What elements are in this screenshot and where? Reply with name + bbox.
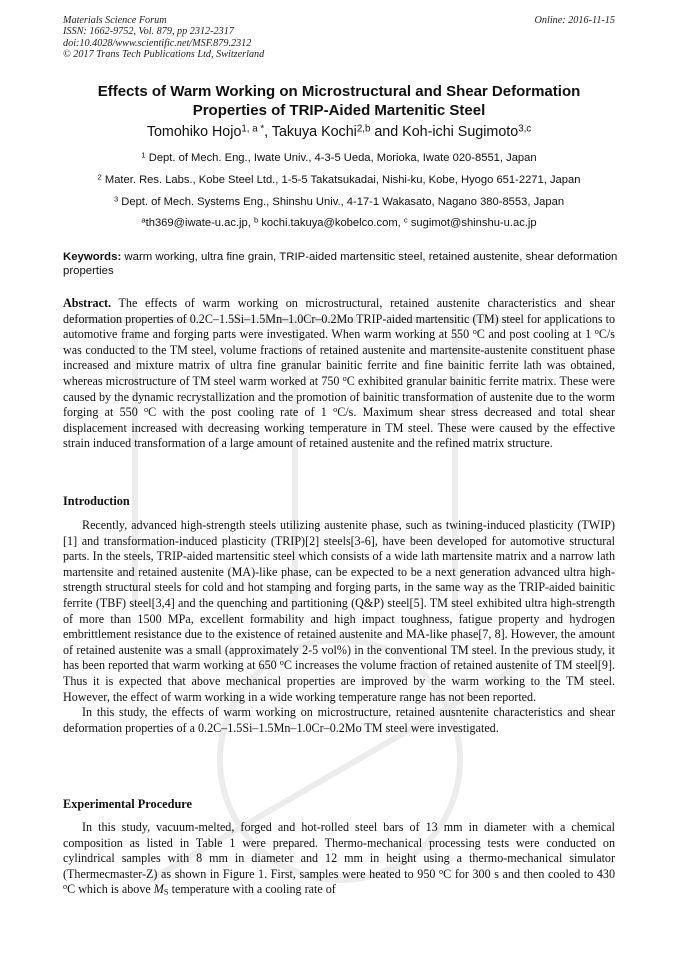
affiliation-3: [50, 195, 628, 209]
affiliation-text: Mater. Res. Labs., Kobe Steel Ltd., 1-5-5 Takatsukadai, Nishi-ku, Kobe, Hyogo 651-2271, Japan: [104, 174, 581, 186]
keywords: [63, 250, 618, 278]
affiliation-number: 1: [141, 150, 146, 160]
paper-title: [60, 82, 618, 120]
author-name: Takuya Kochi: [271, 124, 357, 140]
affiliation-1: [50, 151, 628, 165]
email-address: kochi.takuya@kobelco.com,: [261, 217, 404, 229]
abstract-label: Abstract.: [63, 296, 112, 310]
affiliation-number: 2: [97, 172, 102, 182]
author-affiliation-mark: 3,c: [518, 123, 532, 135]
email-address: sugimot@shinshu-u.ac.jp: [410, 217, 537, 229]
title-line-1: Effects of Warm Working on Microstructural and Shear Deformation: [97, 83, 581, 100]
email-mark: b: [253, 215, 259, 225]
title-line-2: Properties of TRIP-Aided Martenitic Steel: [192, 102, 486, 119]
doi-line: doi:10.4028/www.scientific.net/MSF.879.2312: [63, 37, 252, 49]
email-mark: c: [403, 215, 408, 225]
experimental-paragraph-1: In this study, vacuum-melted, forged and hot-rolled steel bars of 13 mm in diameter with a chemical composition as listed in Table 1 were prepared. Thermo-mechanical processing tests were conducted on cylindrical samples with 8 mm in diameter and 12 mm in height using a thermo-mechanical simulator (Thermecmaster-Z) as shown in Figure 1. First, samples were heated to 950 $^o$C for 300 s and then cooled to 430 $^o$C which is above $M_S$ temperature with a cooling rate of: [63, 820, 615, 898]
affiliation-text: Dept. of Mech. Systems Eng., Shinshu Univ., 4-17-1 Wakasato, Nagano 380-8553, Japan: [121, 196, 565, 208]
introduction-paragraph-1: Recently, advanced high-strength steels utilizing austenite phase, such as twining-induced plasticity (TWIP)[1] and transformation-induced plasticity (TRIP)[2] steels[3-6], have been developed for automotive structural parts. In the steels, TRIP-aided martensitic steel which consists of a wide lath martensite matrix and a narrow lath martensite and retained austenite (MA)-like phase, can be expected to be a next generation advanced ultra high-strength structural steels for cold and hot stamping and forging parts, in the same way as the TRIP-aided bainitic ferrite (TBF) steel[3,4] and the quenching and partitioning (Q&P) steel[5]. TM steel exhibited ultra high-strength of more than 1500 MPa, excellent formability and high impact toughness, fatigue property and hydrogen embrittlement resistance due to the existence of retained austenite and MA-like phase[7, 8]. However, the amount of retained austenite was a small (approximately 2-5 vol%) in the conventional TM steel. In the previous study, it has been reported that warm working at 650 $^o$C increases the volume fraction of retained austenite of TM steel[9]. Thus it is expected that above mechanical properties are improved by the warm working to the TM steel. However, the effect of warm working in a wide working temperature range has not been reported.: [63, 518, 615, 704]
keywords-text: warm working, ultra fine grain, TRIP-aided martensitic steel, retained austenite, shear deformation properties: [63, 251, 618, 277]
keywords-label: Keywords:: [63, 251, 122, 263]
author-affiliation-mark: 2,b: [356, 123, 371, 135]
abstract-paragraph: [63, 296, 615, 452]
author-name: Tomohiko Hojo: [146, 124, 242, 140]
journal-header: [63, 15, 264, 60]
author-separator: ,: [264, 124, 272, 140]
introduction-paragraph-2: In this study, the effects of warm working on microstructure, retained ausntenite characteristics and shear deformation properties of a 0.2C–1.5Si–1.5Mn–1.0Cr–0.2Mo TM steel were investigated.: [63, 705, 615, 735]
issn-line: ISSN: 1662-9752, Vol. 879, pp 2312-2317: [63, 26, 234, 38]
experimental-body: [63, 820, 615, 898]
email-address: th369@iwate-u.ac.jp,: [145, 217, 254, 229]
introduction-heading: Introduction: [63, 494, 130, 508]
introduction-body: [63, 518, 615, 736]
copyright-line: © 2017 Trans Tech Publications Ltd, Switzerland: [63, 48, 265, 60]
author-affiliation-mark: 1, a *: [241, 123, 265, 135]
author-separator: and: [370, 124, 403, 140]
abstract-text: The effects of warm working on microstructural, retained austenite characteristics and shear deformation properties of 0.2C–1.5Si–1.5Mn–1.0Cr–0.2Mo TRIP-aided martensitic (TM) steel for applications to automotive frame and forging parts were investigated. When warm working at 550 $^o$C and post cooling at 1 $^o$C/s was conducted to the TM steel, volume fractions of retained austenite and martensite-austenite constituent phase increased and mixture matrix of ultra fine granular bainitic ferrite and fine bainitic ferrite lath was obtained, whereas microstructure of TM steel warm worked at 750 $^o$C exhibited granular bainitic ferrite matrix. These were caused by the dynamic recrystallization and the promotion of bainitic transformation of austenite due to the worm forging at 550 $^o$C with the post cooling rate of 1 $^o$C/s. Maximum shear stress decreased and total shear displacement increased with decreasing working temperature in TM steel. These were caused by the effective strain induced transformation of a large amount of retained austenite and the refined matrix structure.: [63, 296, 616, 451]
journal-name: Materials Science Forum: [63, 15, 167, 26]
affiliation-2: [50, 173, 628, 187]
email-mark: a: [141, 215, 146, 225]
abstract: [63, 296, 615, 452]
experimental-heading: Experimental Procedure: [63, 797, 192, 811]
author-name: Koh-ichi Sugimoto: [402, 124, 519, 140]
affiliation-number: 3: [113, 194, 119, 204]
email-line: [50, 216, 628, 230]
online-date: Online: 2016-11-15: [534, 15, 615, 26]
affiliation-text: Dept. of Mech. Eng., Iwate Univ., 4-3-5 Ueda, Morioka, Iwate 020-8551, Japan: [148, 152, 537, 164]
author-list: [60, 122, 618, 142]
